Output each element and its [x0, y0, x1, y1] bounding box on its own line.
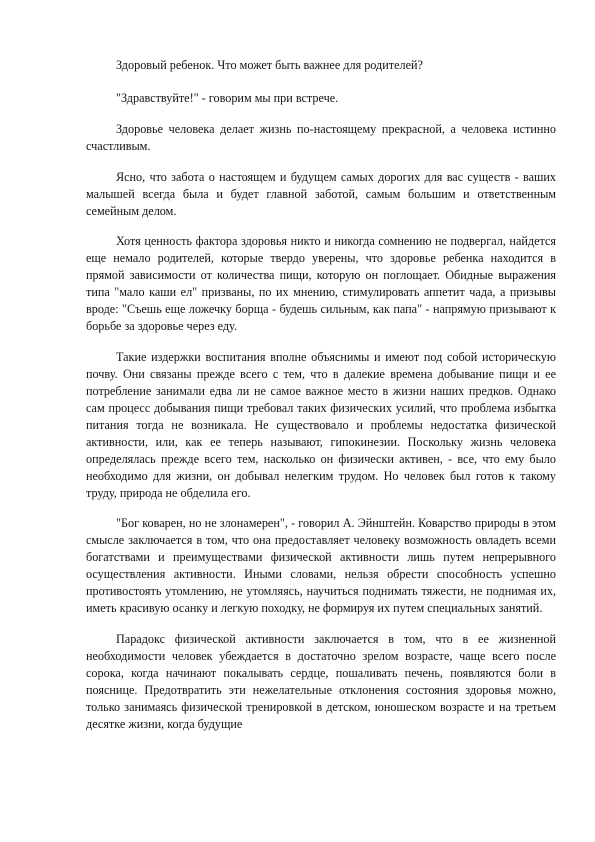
document-title: Здоровый ребенок. Что может быть важнее для родителей? [116, 58, 423, 72]
paragraph-food-myth: Хотя ценность фактора здоровья никто и никогда сомнению не подвергал, найдется еще немало родителей, которые твердо уверены, что здоровье ребенка находится в прямой зависимости от количества пищи, которую он поглощает. Обидные выражения типа "мало каши ел" призваны, по их мнению, стимулировать аппетит чада, а призывы вроде: "Съешь еще ложечку борща - будешь сильным, как папа" - напрямую призывают к борьбе за здоровье через еду. [86, 234, 556, 333]
paragraph-history: Такие издержки воспитания вполне объяснимы и имеют под собой историческую почву. Они связаны прежде всего с тем, что в далекие времена добывание пищи и ее потребление занимали едва ли не самое важное место в жизни наших предков. Однако сам процесс добывания пищи требовал таких физических усилий, что проблема избытка питания тогда не возникала. Не существовало и проблемы недостатка физической активности, или, как ее теперь называют, гипокинезии. Поскольку жизнь человека определялась прежде всего тем, насколько он физически активен, - все, что ему было необходимо для жизни, он добывал нелегким трудом. Но человек был готов к такому труду, природа не обделила его. [86, 349, 556, 500]
paragraph-health: Здоровье человека делает жизнь по-настоящему прекрасной, а человека истинно счастливым. [86, 122, 556, 153]
paragraph-einstein: "Бог коварен, но не злонамерен", - говорил А. Эйнштейн. Коварство природы в этом смысле заключается в том, что она предоставляет человеку возможность овладеть всеми богатствами и преимуществами физической активности лишь путем непрерывного осуществления активности. Иными словами, нельзя обрести способность успешно противостоять утомлению, не утомляясь, научиться поднимать тяжести, не поднимая их, иметь красивую осанку и легкую походку, не формируя их путем специальных занятий. [86, 516, 556, 615]
paragraph-greeting: "Здравствуйте!" - говорим мы при встрече. [116, 91, 339, 105]
document-page [86, 57, 556, 746]
paragraph-care: Ясно, что забота о настоящем и будущем самых дорогих для вас существ - ваших малышей всегда была и будет главной заботой, самым большим и ответственным семейным делом. [86, 169, 556, 218]
paragraph-paradox: Парадокс физической активности заключается в том, что в ее жизненной необходимости человек убеждается в достаточно зрелом возрасте, чаще всего после сорока, когда начинают покалывать сердце, пошаливать печень, появляются боли в пояснице. Предотвратить эти нежелательные отклонения состояния здоровья можно, только занимаясь физической тренировкой в детском, юношеском возрасте и на третьем десятке жизни, когда будущие [86, 631, 556, 731]
